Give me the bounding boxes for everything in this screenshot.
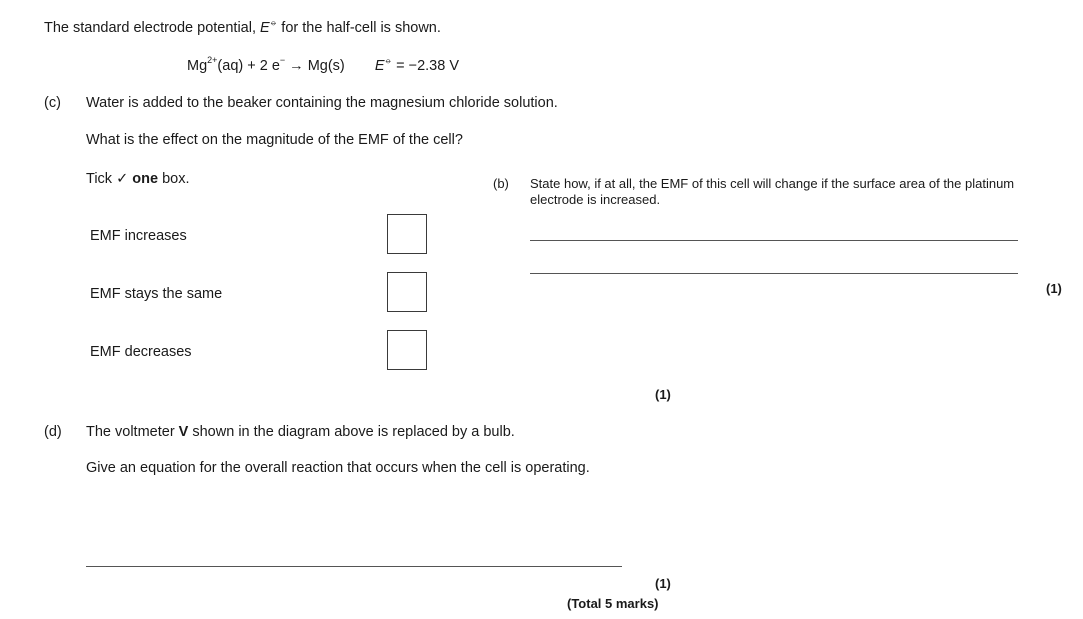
- part-c-question: What is the effect on the magnitude of the EMF of the cell?: [86, 132, 463, 148]
- voltmeter-symbol: V: [178, 424, 189, 440]
- checkbox-emf-decreases[interactable]: [387, 330, 427, 370]
- option-emf-increases: EMF increases: [90, 228, 187, 244]
- equation-charge: 2+: [207, 55, 218, 66]
- part-d-answer-line[interactable]: [86, 566, 622, 567]
- part-d-marks: (1): [655, 576, 671, 591]
- tick-post: box.: [158, 171, 190, 187]
- intro-text-post: for the half-cell is shown.: [277, 20, 441, 36]
- part-b-label: (b): [493, 176, 509, 191]
- standard-symbol: ⦵: [269, 17, 278, 28]
- part-d-statement-pre: The voltmeter: [86, 424, 179, 440]
- part-d-question: Give an equation for the overall reaction that occurs when the cell is operating.: [86, 460, 590, 476]
- part-d-statement-post: shown in the diagram above is replaced by a bulb.: [188, 424, 515, 440]
- intro-text-pre: The standard electrode potential,: [44, 20, 261, 36]
- equation-aq: (aq) + 2 e: [217, 58, 280, 74]
- checkbox-emf-stays-same[interactable]: [387, 272, 427, 312]
- equation-e-symbol: E: [374, 58, 385, 74]
- part-b-answer-line-2[interactable]: [530, 273, 1018, 274]
- tick-instruction: [86, 171, 189, 187]
- total-marks: (Total 5 marks): [567, 596, 659, 611]
- tick-one: one: [128, 171, 159, 187]
- option-emf-stays-same: EMF stays the same: [90, 286, 223, 302]
- part-b-question: State how, if at all, the EMF of this cell will change if the surface area of the platinum electrode is increased.: [530, 176, 1015, 207]
- part-b-marks: (1): [1046, 281, 1062, 296]
- half-cell-equation: [187, 55, 459, 74]
- equation-standard-symbol: ⦵: [384, 55, 393, 66]
- tick-pre: Tick: [86, 171, 117, 187]
- part-c-label: (c): [44, 95, 61, 111]
- e-symbol: E: [260, 20, 270, 36]
- checkbox-emf-increases[interactable]: [387, 214, 427, 254]
- equation-mg-ion: Mg: [187, 58, 208, 74]
- intro-text: [44, 17, 441, 36]
- option-emf-decreases: EMF decreases: [90, 344, 192, 360]
- equation-value: = −2.38 V: [392, 58, 459, 74]
- part-d-statement: [86, 424, 515, 440]
- part-d-label: (d): [44, 424, 62, 440]
- part-c-marks: (1): [655, 387, 671, 402]
- equation-product: → Mg(s): [285, 58, 345, 74]
- equation-e-charge: −: [279, 55, 286, 66]
- part-c-statement: Water is added to the beaker containing the magnesium chloride solution.: [86, 95, 558, 111]
- part-b-answer-line-1[interactable]: [530, 240, 1018, 241]
- tick-mark-icon: ✓: [116, 171, 129, 187]
